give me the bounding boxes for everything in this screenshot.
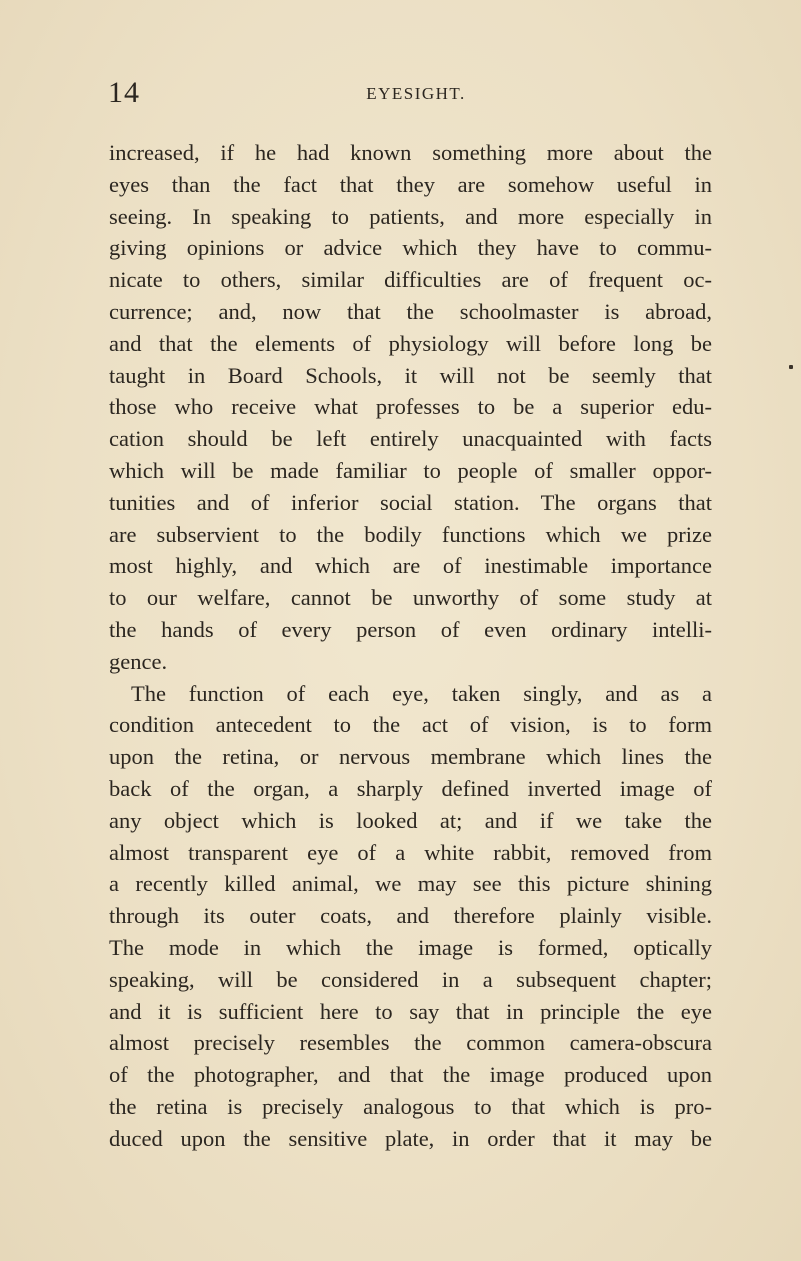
text-line: of the photographer, and that the image produced upon [109,1062,712,1088]
text-line: the retina is precisely analogous to that which is pro- [109,1093,712,1119]
text-line: increased, if he had known something more about the [109,140,712,165]
text-line: and that the elements of physiology will before long be [109,330,712,356]
text-line: The mode in which the image is formed, optically [109,934,712,960]
page-header [108,76,708,110]
text-line: the hands of every person of even ordinary intelli- [109,616,712,642]
text-line: which will be made familiar to people of smaller oppor- [109,457,712,483]
text-line: giving opinions or advice which they have to commu- [109,235,712,261]
text-line: most highly, and which are of inestimable importance [109,553,712,579]
text-line: taught in Board Schools, it will not be seemly that [109,362,712,388]
page-number: 14 [108,76,140,109]
running-head: EYESIGHT. [366,84,466,103]
text-line: those who receive what professes to be a superior edu- [109,394,712,420]
paragraph-start-line: The function of each eye, taken singly, and as a [131,680,712,706]
text-line: duced upon the sensitive plate, in order that it may be [109,1125,712,1151]
text-line: seeing. In speaking to patients, and more especially in [109,203,712,229]
text-line: almost precisely resembles the common camera-obscura [109,1030,712,1056]
text-line: upon the retina, or nervous membrane which lines the [109,744,712,770]
text-line: tunities and of inferior social station. The organs that [109,489,712,515]
text-line: a recently killed animal, we may see this picture shining [109,871,712,897]
text-line: are subservient to the bodily functions which we prize [109,521,712,547]
body-text [109,137,712,1155]
text-line: eyes than the fact that they are somehow useful in [109,171,712,197]
text-line: condition antecedent to the act of vision, is to form [109,712,712,738]
text-line: to our welfare, cannot be unworthy of some study at [109,585,712,611]
text-line: through its outer coats, and therefore plainly visible. [109,903,712,929]
paragraph-end-line: gence. [109,648,168,674]
text-line: any object which is looked at; and if we take the [109,807,712,833]
text-line: and it is sufficient here to say that in principle the eye [109,998,712,1024]
text-line: nicate to others, similar difficulties are of frequent oc- [109,267,712,293]
text-line: back of the organ, a sharply defined inverted image of [109,775,712,801]
ink-speck [789,365,793,369]
text-line: cation should be left entirely unacquainted with facts [109,426,712,452]
text-line: currence; and, now that the schoolmaster is abroad, [109,298,712,324]
text-line: speaking, will be considered in a subsequent chapter; [109,966,712,992]
text-line: almost transparent eye of a white rabbit, removed from [109,839,712,865]
